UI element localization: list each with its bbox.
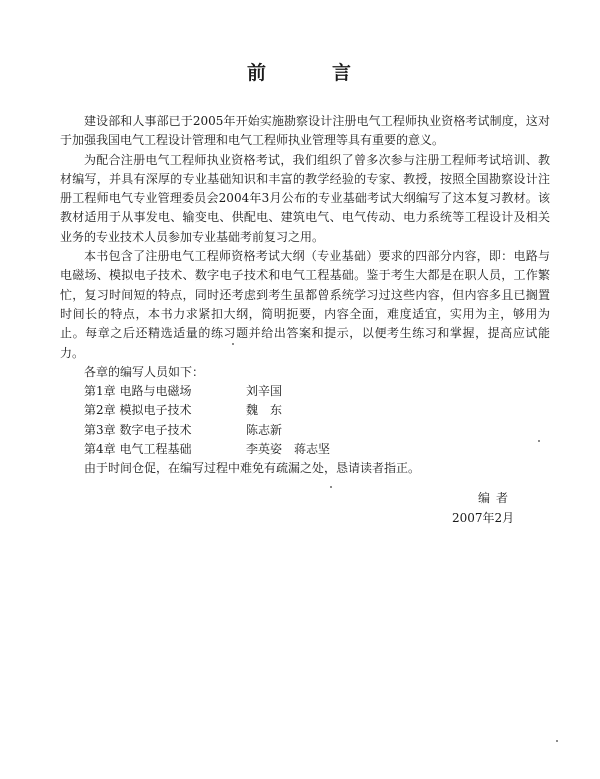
- scan-speck: [232, 343, 234, 345]
- scan-speck: [330, 486, 332, 488]
- preface-body: [60, 112, 550, 479]
- author-row: [60, 382, 550, 401]
- signature-editor: 编者: [478, 491, 515, 505]
- authors-intro: 各章的编写人员如下：: [84, 364, 205, 379]
- signature-block: [440, 488, 560, 528]
- page-title: [0, 58, 600, 85]
- author-chapter: 第3章 数字电子技术: [84, 422, 192, 437]
- paragraph-2: 为配合注册电气工程师执业资格考试，我们组织了曾多次参与注册工程师考试培训、教材编写，并具有深厚的专业基础知识和丰富的教学经验的专家、教授，按照全国勘察设计注册工程师电气专业管理委员会2004年3月公布的专业基础考试大纲编写了这本复习教材。该教材适用于从事发电、输变电、供配电、建筑电气、电气传动、电力系统等工程设计及相关业务的专业技术人员参加专业基础考前复习之用。: [60, 152, 550, 244]
- title-char-right: 言: [332, 62, 354, 84]
- author-row: [60, 401, 550, 420]
- title-char-left: 前: [246, 62, 268, 84]
- author-name: 陈志新: [246, 422, 283, 437]
- author-name: 李英姿 蒋志坚: [246, 442, 331, 457]
- paragraph-1: 建设部和人事部已于2005年开始实施勘察设计注册电气工程师执业资格考试制度，这对于加强我国电气工程设计管理和电气工程师执业管理等具有重要的意义。: [60, 114, 550, 148]
- author-row: [60, 440, 550, 459]
- signature-date: 2007年2月: [452, 511, 515, 525]
- author-chapter: 第2章 模拟电子技术: [84, 403, 192, 418]
- authors-list: [60, 382, 550, 459]
- closing-paragraph: 由于时间仓促，在编写过程中难免有疏漏之处，恳请读者指正。: [84, 461, 421, 476]
- author-chapter: 第1章 电路与电磁场: [84, 384, 192, 399]
- paragraph-3: 本书包含了注册电气工程师资格考试大纲（专业基础）要求的四部分内容，即：电路与电磁场、模拟电子技术、数字电子技术和电气工程基础。鉴于考生大都是在职人员，工作繁忙，复习时间短的特点，同时还考虑到考生虽都曾系统学习过这些内容，但内容多且已搁置时间长的特点，本书力求紧扣大纲，简明扼要，内容全面，难度适宜，实用为主，够用为止。每章之后还精选适量的练习题并给出答案和提示，以便考生练习和掌握，提高应试能力。: [60, 249, 550, 360]
- scan-speck: [556, 740, 558, 742]
- scan-speck: [538, 440, 540, 442]
- author-chapter: 第4章 电气工程基础: [84, 442, 192, 457]
- author-name: 刘辛国: [246, 384, 283, 399]
- author-row: [60, 421, 550, 440]
- author-name: 魏 东: [246, 403, 283, 418]
